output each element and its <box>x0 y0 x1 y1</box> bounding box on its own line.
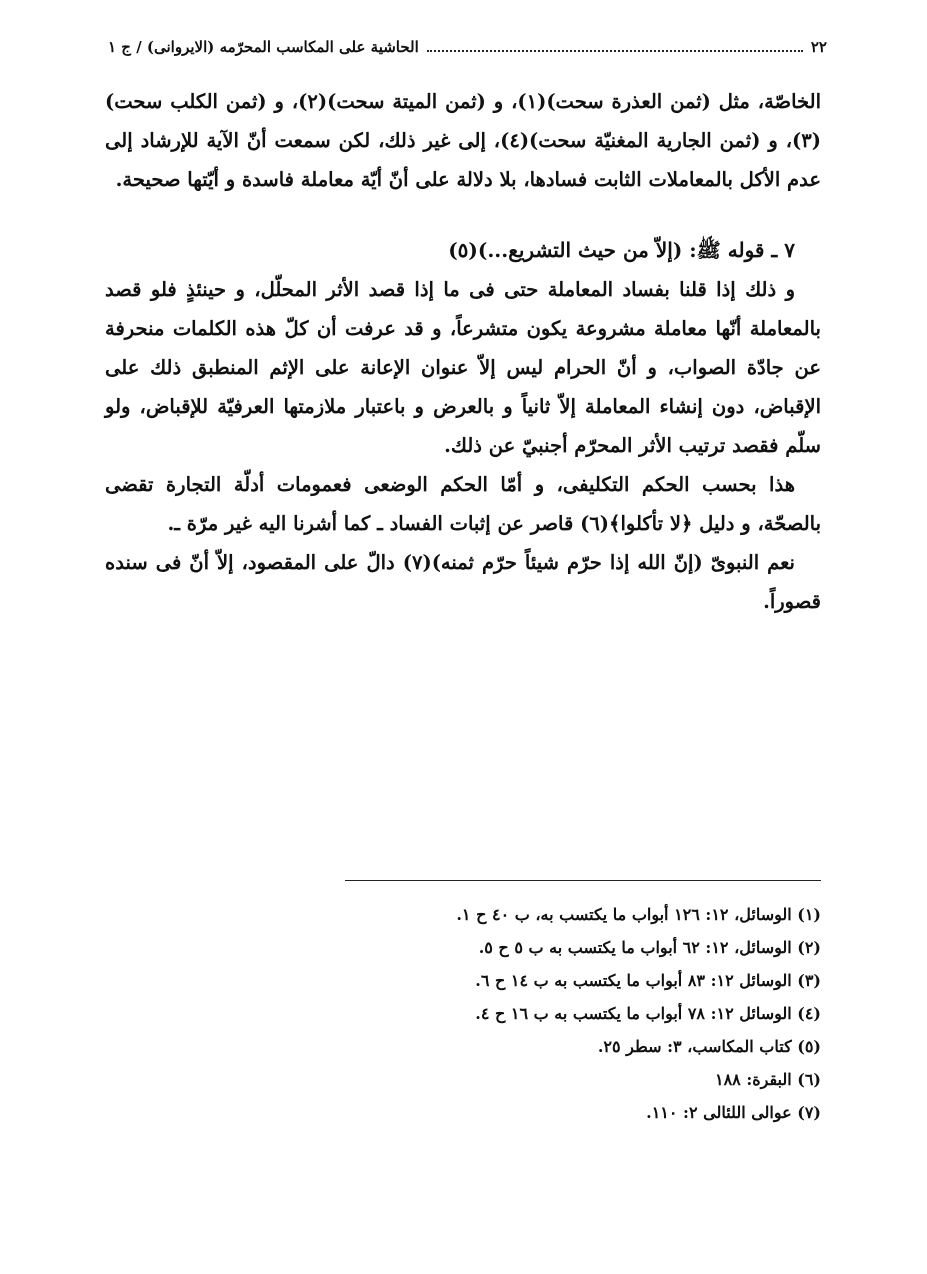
paragraph: نعم النبوىّ (إنّ الله إذا حرّم شيئاً حرّم ثمنه)(٧) دالّ على المقصود، إلاّ أنّ فى سنده قصوراً. <box>105 551 821 613</box>
footnotes <box>301 898 821 1129</box>
footnote-6: (٦) البقرة: ١٨٨ <box>714 1070 821 1089</box>
paragraph: هذا بحسب الحكم التكليفى، و أمّا الحكم الوضعى فعمومات أدلّة التجارة تقضى بالصحّة، و دليل ﴿لا تأكلوا﴾(٦) قاصر عن إثبات الفساد ـ كما أشرنا اليه غير مرّة ـ. <box>105 473 821 535</box>
main-text <box>105 82 821 621</box>
footnote-separator <box>345 880 821 881</box>
paragraph-continuation: الخاصّة، مثل (ثمن العذرة سحت)(١)، و (ثمن الميتة سحت)(٢)، و (ثمن الكلب سحت)(٣)، و (ثمن الجارية المغنيّة سحت)(٤)، إلى غير ذلك، لكن سمعت أنّ الآية للإرشاد إلى عدم الأكل بالمعاملات الثابت فسادها، بلا دلالة على أنّ أيّة معاملة فاسدة و أيّتها صحيحة. <box>105 90 821 191</box>
footnote-5: (٥) كتاب المكاسب، ٣: سطر ٢٥. <box>597 1037 821 1056</box>
footnote-3: (٣) الوسائل ١٢: ٨٣ أبواب ما يكتسب به ب ١٤ ح ٦. <box>475 971 821 990</box>
footnote-7: (٧) عوالى اللئالى ٢: ١١٠. <box>646 1103 821 1122</box>
running-header <box>108 34 827 60</box>
footnote-1: (١) الوسائل، ١٢: ١٢٦ أبواب ما يكتسب به، ب ٤٠ ح ١. <box>456 905 821 924</box>
section-heading: ٧ ـ قوله ﷺ: (إلاّ من حيث التشريع...)(٥) <box>448 238 795 262</box>
paragraph: و ذلك إذا قلنا بفساد المعاملة حتى فى ما إذا قصد الأثر المحلّل، و حينئذٍ فلو قصد بالمعاملة أنّها معاملة مشروعة يكون متشرعاً، و قد عرفت أن كلّ هذه الكلمات منحرفة عن جادّة الصواب، و أنّ الحرام ليس إلاّ عنوان الإعانة على الإثم المنطبق ذلك على الإقباض، دون إنشاء المعاملة إلاّ ثانياً و بالعرض و باعتبار ملازمتها العرفيّة للإقباض، ولو سلّم فقصد ترتيب الأثر المحرّم أجنبيّ عن ذلك. <box>105 278 821 457</box>
footnote-2: (٢) الوسائل، ١٢: ٦٢ أبواب ما يكتسب به ب ٥ ح ٥. <box>478 938 821 957</box>
footnote-4: (٤) الوسائل ١٢: ٧٨ أبواب ما يكتسب به ب ١٦ ح ٤. <box>475 1004 821 1023</box>
running-title: الحاشية على المكاسب المحرّمه (الايروانى) / ج ١ <box>108 38 419 56</box>
page-number: ٢٢ <box>810 38 827 56</box>
header-dot-leader <box>427 50 803 52</box>
